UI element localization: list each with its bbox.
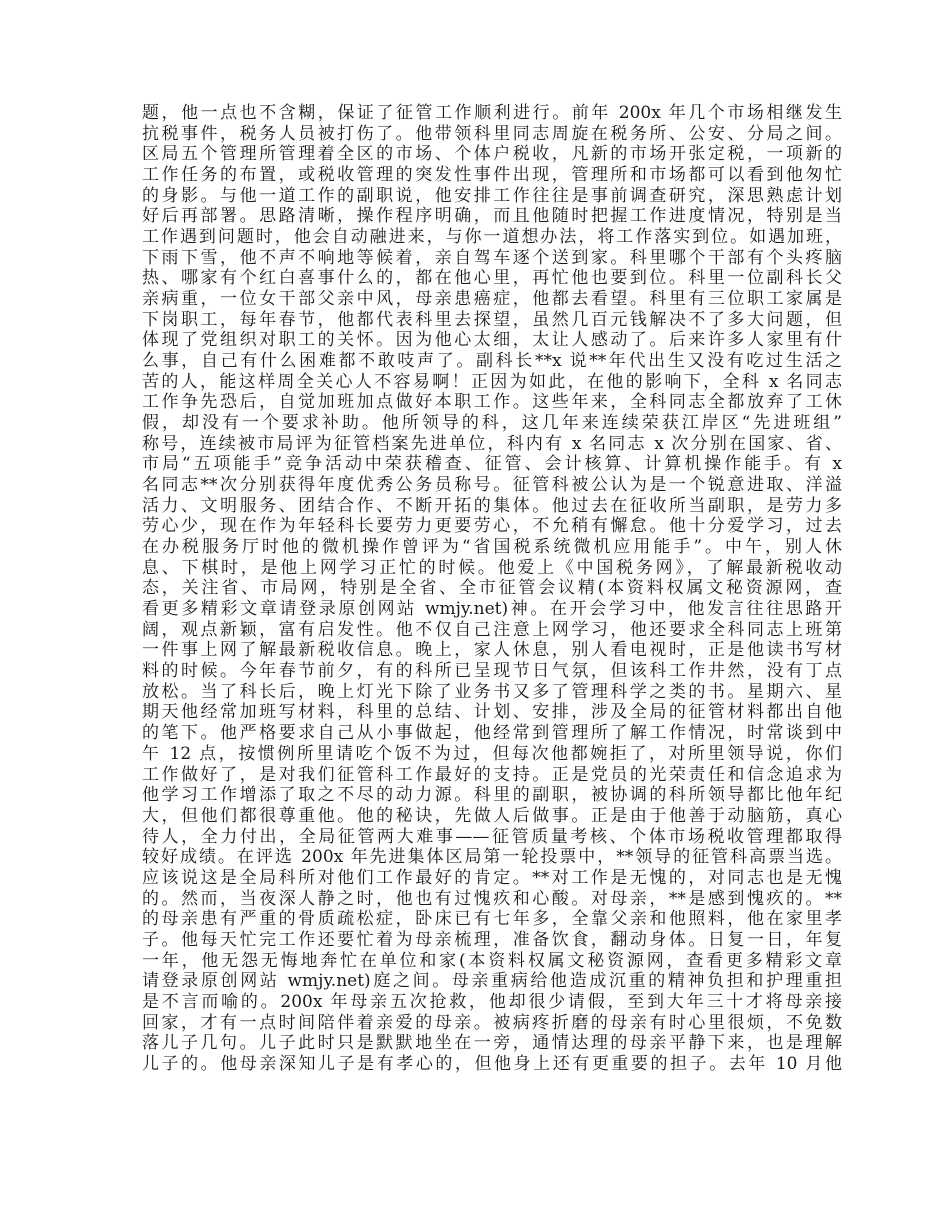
text-line: 称号，连续被市局评为征管档案先进单位，科内有 x 名同志 x 次分别在国家、省、 — [142, 433, 842, 454]
text-line: 市局“五项能手”竞争活动中荣获稽查、征管、会计核算、计算机操作能手。有 x — [142, 454, 842, 475]
text-line: 午 12 点，按惯例所里请吃个饭不为过，但每次他都婉拒了，对所里领导说，你们 — [142, 743, 842, 764]
text-line: 劳心少，现在作为年轻科长要劳力更要劳心，不允稍有懈怠。他十分爱学习，过去 — [142, 516, 842, 537]
text-line: 下雨下雪，他不声不响地等候着，亲自驾车逐个送到家。科里哪个干部有个头疼脑 — [142, 247, 842, 268]
text-line: 在办税服务厅时他的微机操作曾评为“省国税系统微机应用能手”。中午，别人休 — [142, 537, 842, 558]
text-line: 料的时候。今年春节前夕，有的科所已呈现节日气氛，但该科工作井然，没有丁点 — [142, 661, 842, 682]
text-line: 工作遇到问题时，他会自动融进来，与你一道想办法，将工作落实到位。如遇加班， — [142, 227, 842, 248]
text-line: 么事，自己有什么困难都不敢吱声了。副科长**x 说**年代出生又没有吃过生活之 — [142, 351, 842, 372]
text-line: 期天他经常加班写材料，科里的总结、计划、安排，涉及全局的征管材料都出自他 — [142, 702, 842, 723]
text-line: 落儿子几句。儿子此时只是默默地坐在一旁，通情达理的母亲平静下来，也是理解 — [142, 1033, 842, 1054]
text-line: 苦的人，能这样周全关心人不容易啊！正因为如此，在他的影响下，全科 x 名同志 — [142, 371, 842, 392]
text-line: 好后再部署。思路清晰，操作程序明确，而且他随时把握工作进度情况，特别是当 — [142, 206, 842, 227]
text-line: 假，却没有一个要求补助。他所领导的科，这几年来连续荣获江岸区“先进班组” — [142, 413, 842, 434]
text-line: 待人，全力付出，全局征管两大难事——征管质量考核、个体市场税收管理都取得 — [142, 826, 842, 847]
text-line: 一件事上网了解最新税收信息。晚上，家人休息，别人看电视时，正是他读书写材 — [142, 640, 842, 661]
text-line: 亲病重，一位女干部父亲中风，母亲患癌症，他都去看望。科里有三位职工家属是 — [142, 289, 842, 310]
text-line: 的母亲患有严重的骨质疏松症，卧床已有七年多，全靠父亲和他照料，他在家里孝 — [142, 909, 842, 930]
text-line: 名同志**次分别获得年度优秀公务员称号。征管科被公认为是一个锐意进取、洋溢 — [142, 475, 842, 496]
text-line: 是不言而喻的。200x 年母亲五次抢救，他却很少请假，至到大年三十才将母亲接 — [142, 991, 842, 1012]
text-line: 工作做好了，是对我们征管科工作最好的支持。正是党员的光荣责任和信念追求为 — [142, 764, 842, 785]
text-line: 息、下棋时，是他上网学习正忙的时候。他爱上《中国税务网》，了解最新税收动 — [142, 557, 842, 578]
text-line: 热、哪家有个红白喜事什么的，都在他心里，再忙他也要到位。科里一位副科长父 — [142, 268, 842, 289]
text-line: 下岗职工，每年春节，他都代表科里去探望，虽然几百元钱解决不了多大问题，但 — [142, 309, 842, 330]
text-line: 体现了党组织对职工的关怀。因为他心太细，太让人感动了。后来许多人家里有什 — [142, 330, 842, 351]
text-line: 较好成绩。在评选 200x 年先进集体区局第一轮投票中，**领导的征管科高票当选。 — [142, 847, 842, 868]
body-text — [142, 103, 842, 1075]
text-line: 一年，他无怨无悔地奔忙在单位和家(本资料权属文秘资源网，查看更多精彩文章 — [142, 950, 842, 971]
text-line: 放松。当了科长后，晚上灯光下除了业务书又多了管理科学之类的书。星期六、星 — [142, 681, 842, 702]
text-line: 看更多精彩文章请登录原创网站 wmjy.net)神。在开会学习中，他发言往往思路开 — [142, 599, 842, 620]
text-line: 题，他一点也不含糊，保证了征管工作顺利进行。前年 200x 年几个市场相继发生 — [142, 103, 842, 123]
text-line: 工作任务的布置，或税收管理的突发性事件出现，管理所和市场都可以看到他匆忙 — [142, 165, 842, 186]
text-line: 回家，才有一点时间陪伴着亲爱的母亲。被病疼折磨的母亲有时心里很烦，不免数 — [142, 1012, 842, 1033]
text-line: 请登录原创网站 wmjy.net)庭之间。母亲重病给他造成沉重的精神负担和护理重担 — [142, 971, 842, 992]
text-line: 儿子的。他母亲深知儿子是有孝心的，但他身上还有更重要的担子。去年 10 月他 — [142, 1053, 842, 1074]
text-line: 抗税事件，税务人员被打伤了。他带领科里同志周旋在税务所、公安、分局之间。 — [142, 123, 842, 144]
text-line: 他学习工作增添了取之不尽的动力源。科里的副职，被协调的科所领导都比他年纪 — [142, 785, 842, 806]
text-line: 的笔下。他严格要求自己从小事做起，他经常到管理所了解工作情况，时常谈到中 — [142, 723, 842, 744]
text-line: 子。他每天忙完工作还要忙着为母亲梳理，准备饮食，翻动身体。日复一日，年复 — [142, 929, 842, 950]
text-line: 大，但他们都很尊重他。他的秘诀，先做人后做事。正是由于他善于动脑筋，真心 — [142, 805, 842, 826]
text-line: 的。然而，当夜深人静之时，他也有过愧疚和心酸。对母亲，**是感到愧疚的。** — [142, 888, 842, 909]
text-line: 工作争先恐后，自觉加班加点做好本职工作。这些年来，全科同志全都放弃了工休 — [142, 392, 842, 413]
text-line: 应该说这是全局科所对他们工作最好的肯定。**对工作是无愧的，对同志也是无愧 — [142, 867, 842, 888]
text-line: 活力、文明服务、团结合作、不断开拓的集体。他过去在征收所当副职，是劳力多 — [142, 495, 842, 516]
text-line: 态，关注省、市局网，特别是全省、全市征管会议精(本资料权属文秘资源网，查 — [142, 578, 842, 599]
text-line: 区局五个管理所管理着全区的市场、个体户税收，凡新的市场开张定税，一项新的 — [142, 144, 842, 165]
text-line: 阔，观点新颖，富有启发性。他不仅自己注意上网学习，他还要求全科同志上班第 — [142, 619, 842, 640]
text-line: 的身影。与他一道工作的副职说，他安排工作往往是事前调查研究，深思熟虑计划 — [142, 185, 842, 206]
